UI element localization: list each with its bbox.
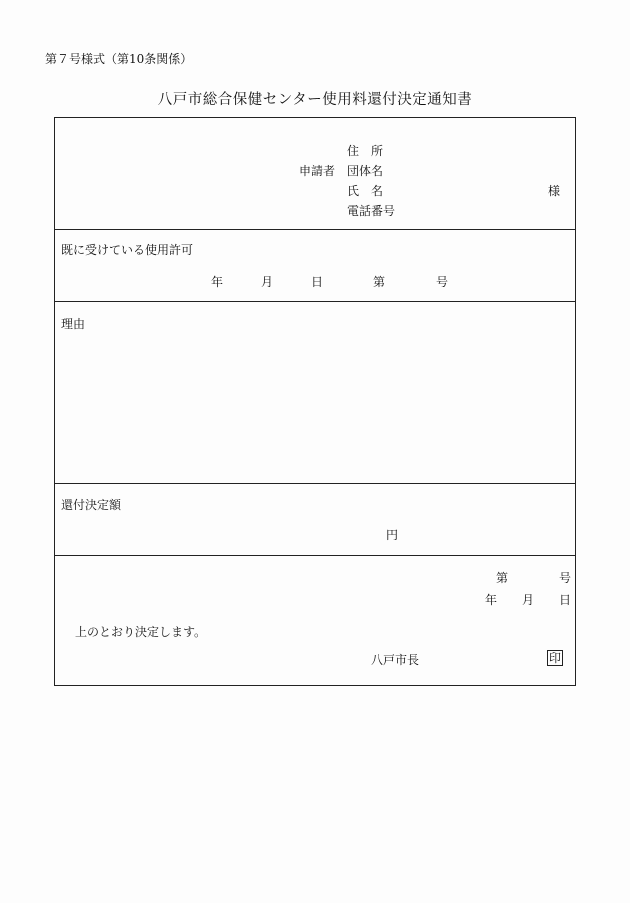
permit-day-label: 日 <box>311 275 324 289</box>
permit-month-label: 月 <box>261 275 274 289</box>
seal-mark: 印 <box>549 651 562 665</box>
permit-heading: 既に受けている使用許可 <box>61 243 194 257</box>
applicant-section <box>55 118 575 230</box>
refund-section <box>55 483 575 556</box>
decision-dai-label: 第 <box>496 571 509 585</box>
document-title: 八戸市総合保健センター使用料還付決定通知書 <box>157 92 473 108</box>
name-label: 氏 名 <box>347 184 384 198</box>
permit-year-label: 年 <box>211 275 224 289</box>
reason-heading: 理由 <box>61 317 86 331</box>
yen-label: 円 <box>386 528 399 542</box>
decision-month-label: 月 <box>522 593 535 607</box>
refund-heading: 還付決定額 <box>61 498 122 512</box>
permit-section <box>55 229 575 302</box>
decision-section <box>55 555 575 685</box>
permit-go-label: 号 <box>436 275 449 289</box>
decision-day-label: 日 <box>559 593 572 607</box>
reason-section <box>55 301 575 484</box>
decision-go-label: 号 <box>559 571 572 585</box>
permit-dai-label: 第 <box>373 275 386 289</box>
honorific-sama: 様 <box>548 184 561 198</box>
form-number: 第７号様式（第10条関係） <box>45 52 193 66</box>
mayor-title: 八戸市長 <box>371 653 420 667</box>
decision-statement: 上のとおり決定します。 <box>75 625 207 639</box>
phone-label: 電話番号 <box>347 204 396 218</box>
group-name-label: 団体名 <box>347 164 384 178</box>
address-label: 住 所 <box>347 144 384 158</box>
applicant-label: 申請者 <box>299 164 336 178</box>
decision-year-label: 年 <box>485 593 498 607</box>
form-frame <box>54 117 576 686</box>
